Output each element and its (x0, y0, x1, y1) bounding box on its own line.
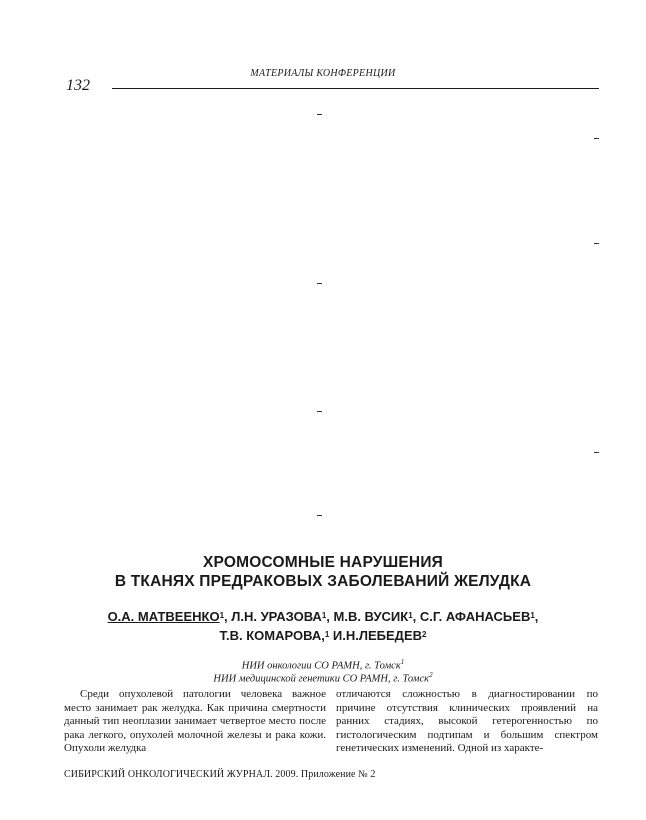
body-column-right (336, 688, 598, 756)
stray-dash (317, 114, 322, 115)
page-number: 132 (66, 77, 90, 94)
author-vusik: , М.В. ВУСИК (326, 609, 409, 624)
stray-dash (594, 452, 599, 453)
author-komarova: Т.В. КОМАРОВА, (219, 628, 325, 643)
header-rule (112, 88, 599, 89)
body-paragraph: отличаются сложностью в диагностировании по причине отсутствия клинических проявлений на ранних стадиях, высокой гетерогенностью по гистологическим подтипам и большим спектром генетических изменений. Одной из характе- (336, 688, 598, 754)
stray-dash (317, 515, 322, 516)
author-affil-mark: 1 (324, 630, 330, 639)
article-title-line-1: ХРОМОСОМНЫЕ НАРУШЕНИЯ (202, 554, 444, 571)
author-afanasiev: , С.Г. АФАНАСЬЕВ (412, 609, 531, 624)
stray-dash (317, 283, 322, 284)
author-line-2 (0, 626, 646, 645)
author-line-1: О.А. МАТВЕЕНКО$^1$, Л.Н. УРАЗОВА$^1$, М.В. ВУСИК$^1$, С.Г. АФАНАСЬЕВ$^1$, (107, 609, 539, 624)
author-affil-mark: 1 (219, 611, 225, 620)
article-title (0, 553, 646, 591)
article-title-line-2: В ТКАНЯХ ПРЕДРАКОВЫХ ЗАБОЛЕВАНИЙ ЖЕЛУДКА (114, 573, 532, 590)
stray-dash (594, 243, 599, 244)
stray-dash (317, 411, 322, 412)
running-header: МАТЕРИАЛЫ КОНФЕРЕНЦИИ (250, 68, 396, 79)
author-affil-mark: 2 (422, 630, 427, 639)
journal-footer: СИБИРСКИЙ ОНКОЛОГИЧЕСКИЙ ЖУРНАЛ. 2009. Приложение № 2 (64, 769, 376, 780)
author-urazova: , Л.Н. УРАЗОВА (224, 609, 322, 624)
stray-dash (594, 138, 599, 139)
author-lebedev: И.Н.ЛЕБЕДЕВ (329, 628, 423, 643)
author-matveenko: О.А. МАТВЕЕНКО (107, 609, 220, 624)
author-affil-mark: 1 (408, 611, 413, 620)
author-affil-mark: 1 (321, 611, 327, 620)
author-affil-mark: 1 (530, 611, 535, 620)
affiliation-2: НИИ медицинской генетики СО РАМН, г. Томск$^2$ (213, 671, 433, 685)
body-paragraph: Среди опухолевой патологии человека важное место занимает рак желудка. Как причина смертности данный тип неоплазии занимает четвертое место после рака легкого, опухолей молочной железы и рака кожи. Опухоли желудка (64, 688, 326, 754)
body-column-left (64, 688, 326, 756)
affiliation-1: НИИ онкологии СО РАМН, г. Томск$^1$ (241, 658, 405, 672)
author-list (0, 607, 646, 645)
